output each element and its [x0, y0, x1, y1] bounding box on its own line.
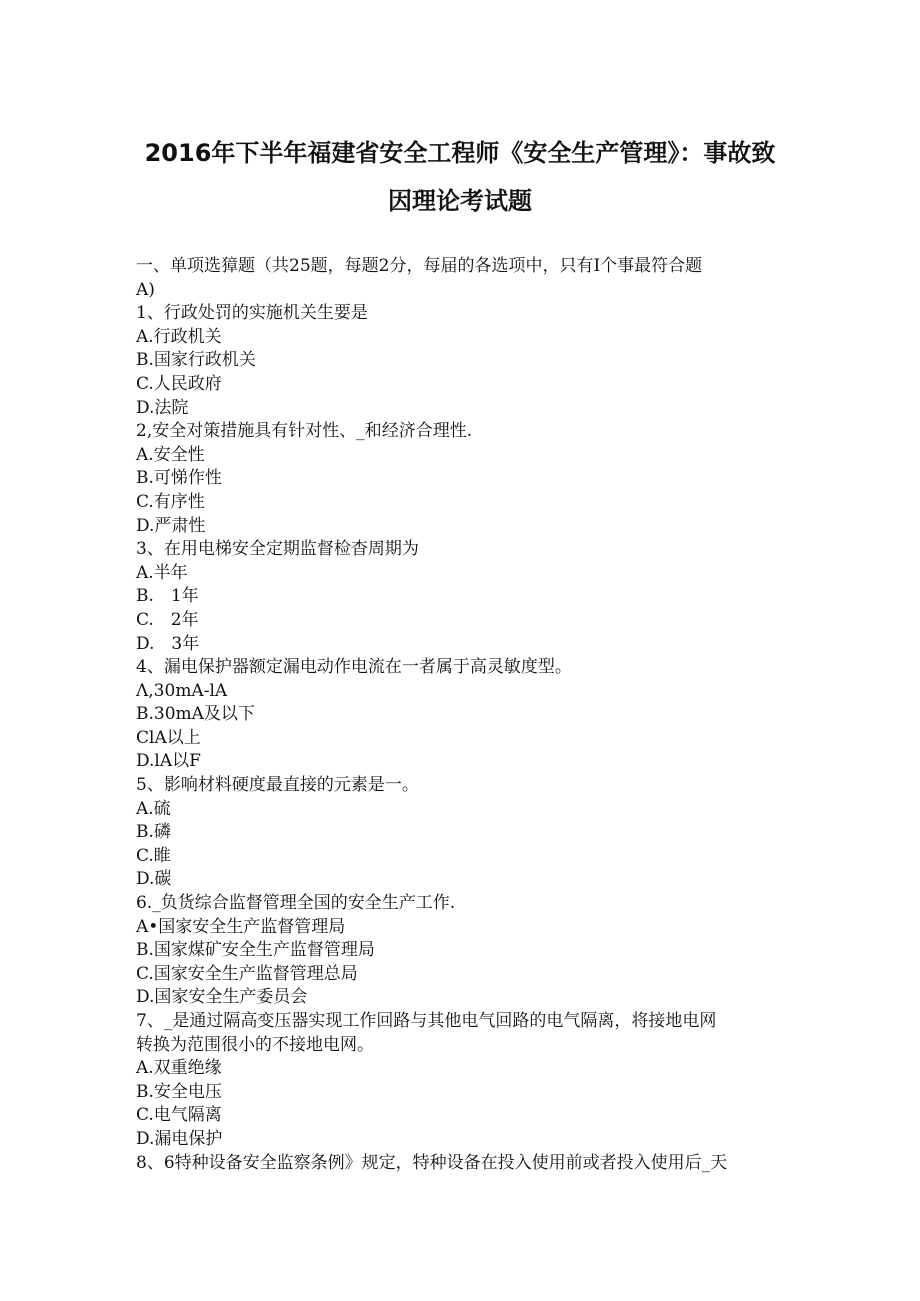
question-option: B.30mA及以下	[136, 704, 255, 725]
question-option: C.人民政府	[136, 373, 222, 394]
section-heading-continued: A)	[136, 279, 155, 300]
question-option: B.国家行政机关	[136, 350, 256, 371]
question-option: D.漏电保护	[136, 1128, 223, 1149]
question-stem: 1、行政处罚的实施机关生要是	[136, 303, 368, 324]
question-option: B.安全电压	[136, 1081, 222, 1102]
question-stem: 4、漏电保护器额定漏电动作电流在一者属于高灵敏度型。	[136, 657, 572, 678]
question-option: C.睢	[136, 845, 171, 866]
question-option: D.lA以F	[136, 751, 201, 772]
document-body	[136, 255, 786, 1175]
document-title-line-1: 2016年下半年福建省安全工程师《安全生产管理》：事故致	[144, 139, 776, 167]
question-option: D.严肃性	[136, 515, 206, 536]
question-option: B.可悌作性	[136, 468, 222, 489]
question-option: C. 2年	[136, 609, 199, 630]
question-option: C.有序性	[136, 491, 205, 512]
question-stem: 2,安全对策措施具有针对性、_和经济合理性.	[136, 421, 473, 442]
question-stem-continued: 转换为范围很小的不接地电网。	[136, 1034, 374, 1055]
question-option: Λ,30mA-lA	[136, 680, 228, 701]
question-option: A.半年	[136, 562, 188, 583]
question-option: A.安全性	[136, 444, 205, 465]
question-option: A.双重绝缘	[136, 1058, 222, 1079]
question-option: D. 3年	[136, 633, 200, 654]
question-option: D.碳	[136, 869, 172, 890]
question-option: B.磷	[136, 822, 171, 843]
question-option: B. 1年	[136, 586, 199, 607]
question-option: D.国家安全生产委员会	[136, 987, 308, 1008]
question-option: C.国家安全生产监督管理总局	[136, 963, 358, 984]
question-option: B.国家煤矿安全生产监督管理局	[136, 940, 375, 961]
question-stem: 3、在用电梯安全定期监督检杳周期为	[136, 539, 419, 560]
question-stem: 7、_是通过隔高变压器实现工作回路与其他电气回路的电气隔离，将接地电网	[136, 1011, 717, 1031]
question-option: C.电气隔离	[136, 1105, 222, 1126]
document-title-line-2: 因理论考试题	[388, 187, 532, 215]
question-option: A•国家安全生产监督管理局	[136, 916, 346, 937]
section-heading: 一、单项选獐题（共25题，每题2分，每届的各选项中，只有I个事最符合题	[136, 256, 703, 276]
question-stem: 5、影响材料硬度最直接的元素是一。	[136, 775, 419, 796]
question-option: A.硫	[136, 798, 171, 819]
question-stem: 6._负货综合监督管理全国的安全生产工作.	[136, 893, 456, 914]
question-option: D.法院	[136, 397, 189, 418]
question-stem: 8、6特种设备安全监察条例》规定，特种设备在投入使用前或者投入使用后_天	[136, 1152, 728, 1173]
question-option: ClA以上	[136, 727, 201, 748]
question-option: A.行政机关	[136, 326, 222, 347]
